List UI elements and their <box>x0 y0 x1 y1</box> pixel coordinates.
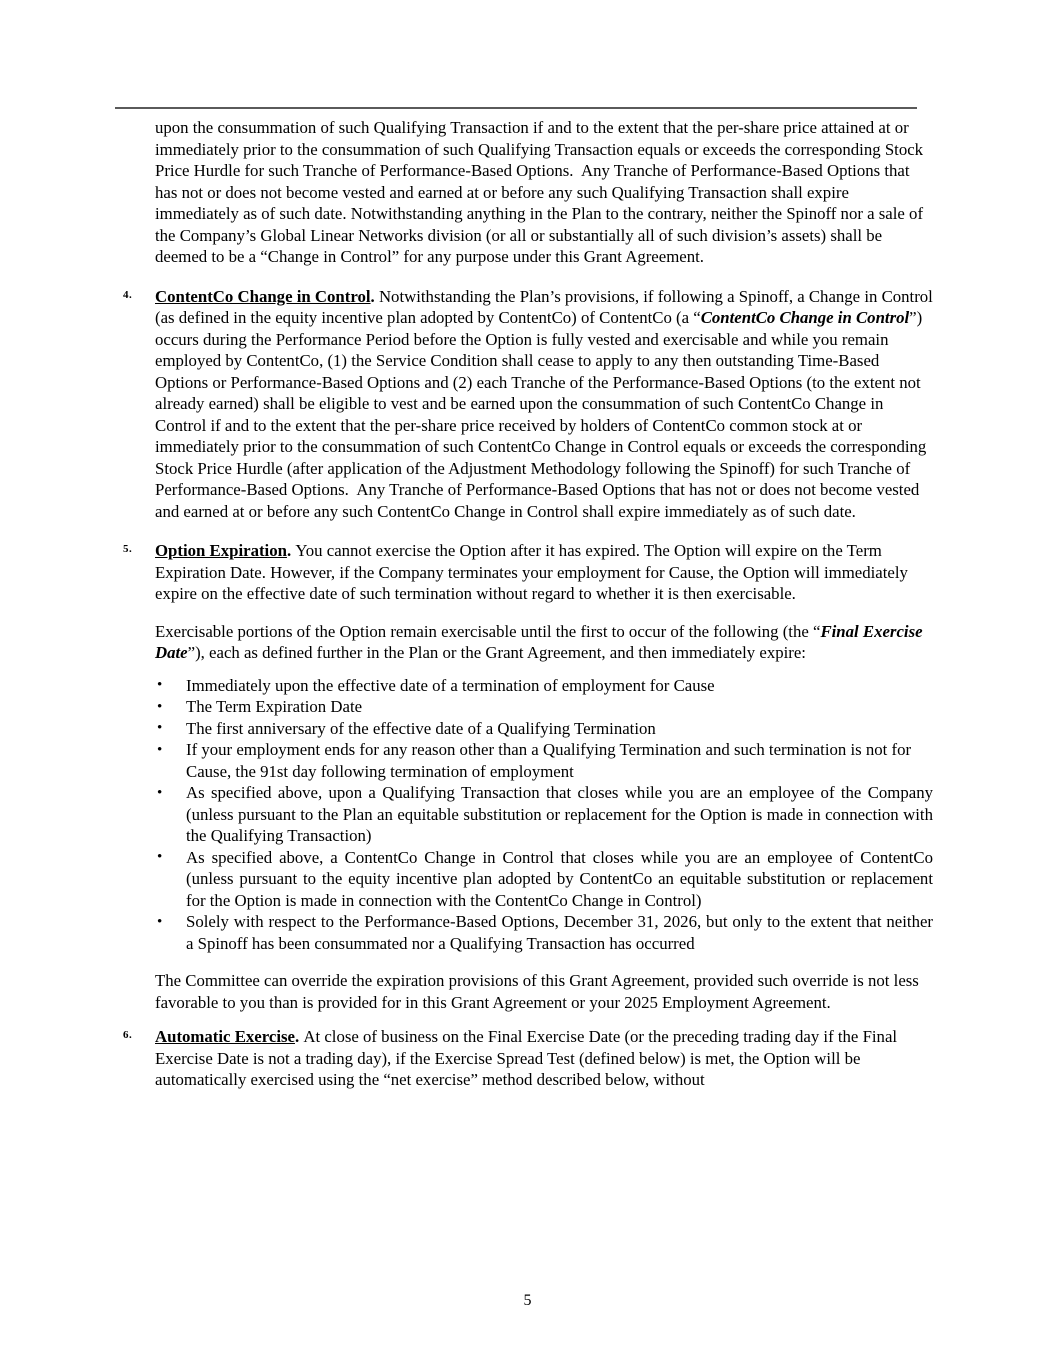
text-segment: ”), each as defined further in the Plan or the Grant Agreement, and then immediately expire: <box>187 643 806 662</box>
text-segment: At close of business on the Final Exercise Date (or the preceding trading day if the Final Exercise Date is not a trading day), if the Exercise Spread Test (defined below) is met, the Option will be automatically exercised using the “net exercise” method described below, without <box>155 1027 898 1089</box>
bullet-icon: • <box>157 849 163 865</box>
continuation-paragraph <box>155 117 933 268</box>
item-5-option-expiration <box>123 540 933 605</box>
header-rule <box>115 107 917 109</box>
text-segment: You cannot exercise the Option after it has expired. The Option will expire on the Term Expiration Date. However, if the Company terminates your employment for Cause, the Option will immediately expire on the effective date of such termination without regard to whether it is then exercisable. <box>155 541 908 603</box>
text-segment: Option Expiration <box>155 541 287 560</box>
text-segment: ContentCo Change in Control <box>700 308 910 327</box>
bullet-text: As specified above, upon a Qualifying Transaction that closes while you are an employee of the Company (unless pursuant to the Plan an equitable substitution or replacement for the Option is made in connection with the Qualifying Transaction) <box>186 783 933 845</box>
bullet-item-contentco-change-in-control <box>157 847 933 912</box>
item-5-text <box>155 541 908 603</box>
final-exercise-date-paragraph <box>155 621 933 664</box>
text-segment: . <box>370 286 379 306</box>
bullet-item-91st-day <box>157 739 933 782</box>
text-segment: . <box>286 541 296 560</box>
text-segment: Final Exercise Date <box>155 621 923 662</box>
bullet-icon: • <box>157 698 163 715</box>
committee-override-paragraph: The Committee can override the expiration provisions of this Grant Agreement, provided such override is not less favorable to you than is provided for in this Grant Agreement or your 2025 Employment Agreement. <box>155 971 919 1012</box>
bullet-text: If your employment ends for any reason other than a Qualifying Termination and such termination is not for Cause, the 91st day following termination of employment <box>186 740 912 781</box>
item-4-number: 4. <box>123 288 133 301</box>
bullet-text: Immediately upon the effective date of a termination of employment for Cause <box>186 675 715 695</box>
item-4-contentco-change-in-control <box>123 286 933 523</box>
text-segment: . <box>294 1027 304 1046</box>
bullet-icon: • <box>157 741 163 758</box>
bullet-icon: • <box>157 913 163 930</box>
expiration-bullet-list <box>157 675 933 955</box>
text-segment: Notwithstanding the Plan’s provisions, if following a Spinoff, a Change in Control (as defined in the equity incentive plan adopted by ContentCo) of ContentCo (a “ <box>155 286 933 327</box>
bullet-item-performance-based-december-2026 <box>157 911 933 954</box>
bullet-item-qualifying-termination-anniversary <box>157 718 933 740</box>
page-number: 5 <box>523 1292 532 1309</box>
bullet-text: The Term Expiration Date <box>186 697 363 716</box>
bullet-icon: • <box>157 784 163 801</box>
item-6-text <box>155 1027 897 1089</box>
bullet-icon: • <box>157 720 163 736</box>
bullet-icon: • <box>157 677 163 693</box>
text-segment: Exercisable portions of the Option remain exercisable until the first to occur of the following (the “ <box>155 621 821 641</box>
bullet-item-term-expiration <box>157 696 933 718</box>
text-segment: ContentCo Change in Control <box>155 286 371 306</box>
bullet-text: As specified above, a ContentCo Change in Control that closes while you are an employee of ContentCo (unless pursuant to the equity incentive plan adopted by ContentCo an equitable substitution or replacement for the Option is made in connection with the ContentCo Change in Control) <box>186 847 933 910</box>
bullet-text: Solely with respect to the Performance-Based Options, December 31, 2026, but only to the extent that neither a Spinoff has been consummated nor a Qualifying Transaction has occurred <box>186 912 933 953</box>
bullet-text: The first anniversary of the effective date of a Qualifying Termination <box>186 718 656 738</box>
item-6-number: 6. <box>123 1029 133 1041</box>
item-4-text <box>155 287 933 521</box>
text-segment: ”) occurs during the Performance Period before the Option is fully vested and exercisable and while you remain employed by ContentCo, (1) the Service Condition shall cease to apply to any then outstanding Time-Based Options or Performance-Based Options and (2) each Tranche of the Performance-Based Options (to the extent not already earned) shall be eligible to vest and be earned upon the consummation of such ContentCo Change in Control if and to the extent that the per-share price received by holders of ContentCo common stock at or immediately prior to the consummation of such ContentCo Change in Control equals or exceeds the corresponding Stock Price Hurdle (after application of the Adjustment Methodology following the Spinoff) for such Tranche of Performance-Based Options. Any Tranche of Performance-Based Options that has not or does not become vested and earned at or before any such ContentCo Change in Control shall expire immediately as of such date. <box>155 308 927 521</box>
item-5-number: 5. <box>123 543 133 555</box>
bullet-item-qualifying-transaction <box>157 782 933 847</box>
bullet-item-cause-termination <box>157 675 933 697</box>
item-6-automatic-exercise <box>123 1026 933 1091</box>
text-segment: Automatic Exercise <box>155 1027 295 1046</box>
text-segment: upon the consummation of such Qualifying Transaction if and to the extent that the per-share price attained at or immediately prior to the consummation of such Qualifying Transaction equals or exceeds the corresponding Stock Price Hurdle for such Tranche of Performance-Based Options. Any Tranche of Performance-Based Options that has not or does not become vested and earned at or before any such Qualifying Transaction shall expire immediately as of such date. Notwithstanding anything in the Plan to the contrary, neither the Spinoff nor a sale of the Company’s Global Linear Networks division (or all or substantially all of such division’s assets) shall be deemed to be a “Change in Control” for any purpose under this Grant Agreement. <box>155 118 924 266</box>
